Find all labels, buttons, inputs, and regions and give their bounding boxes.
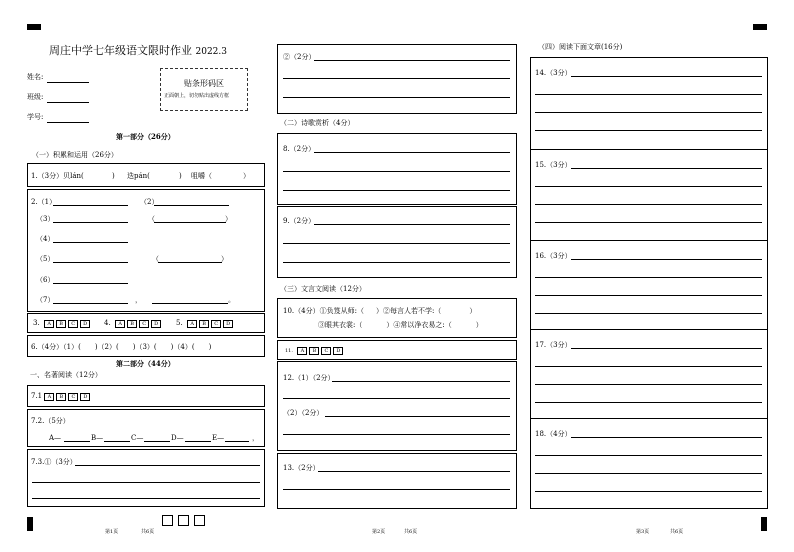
answer-check-box-1[interactable] xyxy=(162,515,173,526)
q2-7-period: 。 xyxy=(228,296,235,304)
q14-box xyxy=(530,57,768,150)
q3-5-box xyxy=(27,313,265,333)
page-total-3: 共6页 xyxy=(670,529,684,535)
barcode-title: 贴条形码区 xyxy=(184,79,224,88)
registration-mark-bottom-left xyxy=(27,517,33,531)
q7-2-b-line[interactable] xyxy=(104,441,130,442)
q16-line-1[interactable] xyxy=(571,259,762,260)
q7-2-d-label: D— xyxy=(171,434,184,442)
q1-a-label: 1.（3分）贝lán( xyxy=(31,172,84,180)
q12-box xyxy=(277,361,517,451)
q2-3-line[interactable] xyxy=(53,222,128,223)
registration-mark-bottom-right xyxy=(761,517,767,531)
q18-line-4[interactable] xyxy=(535,491,762,492)
q2-6-line[interactable] xyxy=(53,283,128,284)
q5-option-a[interactable]: A xyxy=(187,320,197,328)
q12-2-line-1[interactable] xyxy=(325,416,510,417)
q7-2-label: 7.2.（5分） xyxy=(31,417,70,425)
q13-line-2[interactable] xyxy=(283,489,510,490)
q7-3-line-2[interactable] xyxy=(32,482,260,483)
q2-4-line[interactable] xyxy=(53,242,128,243)
q6-box xyxy=(27,335,265,357)
q3-option-d[interactable]: D xyxy=(80,320,90,328)
page-total-2: 共6页 xyxy=(404,529,418,535)
q8-line-3[interactable] xyxy=(283,190,510,191)
q14-label: 14.（3分） xyxy=(535,69,572,77)
part2-heading: 第二部分（44分） xyxy=(116,359,175,368)
q-top-label: ②（2分） xyxy=(283,53,316,61)
q3-option-c[interactable]: C xyxy=(68,320,78,328)
name-label: 姓名: xyxy=(27,73,44,81)
q2-7-comma: ， xyxy=(135,296,142,304)
q8-label: 8.（2分） xyxy=(283,145,316,153)
q18-label: 18.（4分） xyxy=(535,430,572,438)
q11-option-c[interactable]: C xyxy=(321,347,331,355)
q5-option-b[interactable]: B xyxy=(199,320,209,328)
q12-1-line-2[interactable] xyxy=(283,398,510,399)
q7-2-e-line[interactable] xyxy=(225,441,249,442)
q17-line-4[interactable] xyxy=(535,402,762,403)
q7-1-option-a[interactable]: A xyxy=(44,393,54,401)
q7-1-box xyxy=(27,385,265,407)
q7-2-a-label: A— xyxy=(49,434,62,442)
q18-line-3[interactable] xyxy=(535,473,762,474)
page-title: 周庄中学七年级语文限时作业 2022.3 xyxy=(49,44,227,57)
section1-heading: （一）积累和运用（26分） xyxy=(32,151,118,159)
q7-2-d-line[interactable] xyxy=(185,441,211,442)
q9-line-3[interactable] xyxy=(283,262,510,263)
q16-box xyxy=(530,240,768,330)
q2-7-label: （7） xyxy=(36,296,55,304)
q7-2-c-line[interactable] xyxy=(144,441,170,442)
q7-3-line-3[interactable] xyxy=(32,498,260,499)
reading-heading: 一、名著阅读（12分） xyxy=(30,371,102,379)
q7-2-c-label: C— xyxy=(131,434,144,442)
q-top-box xyxy=(277,44,517,114)
q6-text: 6.（4分）（1）( )（2）( )（3）( )（4）( ) xyxy=(31,343,212,351)
page-number-2: 第2页 xyxy=(372,529,386,535)
q11-option-a[interactable]: A xyxy=(297,347,307,355)
q18-line-1[interactable] xyxy=(571,437,762,438)
q11-option-b[interactable]: B xyxy=(309,347,319,355)
q2-5-label: （5） xyxy=(36,255,55,263)
q2-5-line-b[interactable] xyxy=(158,262,222,263)
q8-line-2[interactable] xyxy=(283,171,510,172)
q13-label: 13.（2分） xyxy=(283,464,320,472)
q9-line-1[interactable] xyxy=(314,224,510,225)
q16-line-4[interactable] xyxy=(535,313,762,314)
q15-box xyxy=(530,149,768,241)
barcode-note: 正面朝上，切勿贴出虚线方框 xyxy=(164,93,230,99)
q12-1-label: 12.（1）（2分） xyxy=(283,374,335,382)
q11-option-d[interactable]: D xyxy=(333,347,343,355)
q17-line-3[interactable] xyxy=(535,384,762,385)
q2-3-paren-open: （ xyxy=(148,215,155,223)
q15-line-2[interactable] xyxy=(535,186,762,187)
q9-line-2[interactable] xyxy=(283,243,510,244)
q7-3-box xyxy=(27,449,265,507)
q10-row-2: ③眼其衣裳:（ ）④常以净衣易之:（ ） xyxy=(318,321,483,329)
q7-3-label: 7.3.①（3分） xyxy=(31,458,77,466)
q14-line-4[interactable] xyxy=(535,130,762,131)
q8-box xyxy=(277,133,517,205)
class-field[interactable] xyxy=(47,102,89,103)
barcode-area xyxy=(160,68,248,111)
q2-box xyxy=(27,189,265,312)
q1-box xyxy=(27,163,265,187)
q2-7-line-b[interactable] xyxy=(152,303,228,304)
q2-2-label: （2） xyxy=(140,198,159,206)
q17-line-2[interactable] xyxy=(535,366,762,367)
section2-heading: （二）诗歌赏析（4分） xyxy=(280,119,355,127)
q2-3-paren-close: ） xyxy=(225,215,232,223)
q5-option-d[interactable]: D xyxy=(223,320,233,328)
q17-label: 17.（3分） xyxy=(535,341,572,349)
q17-line-1[interactable] xyxy=(571,348,762,349)
q2-1-label: 2.（1） xyxy=(31,198,57,206)
answer-check-box-2[interactable] xyxy=(178,515,189,526)
q12-2-line-2[interactable] xyxy=(283,434,510,435)
q16-line-2[interactable] xyxy=(535,277,762,278)
q7-2-e-label: E— xyxy=(212,434,225,442)
q11-group: 11. A B C D xyxy=(285,347,345,355)
section3-heading: （三）文言文阅读（12分） xyxy=(280,285,366,293)
registration-mark-top-right xyxy=(753,24,767,30)
registration-mark-top-left xyxy=(27,24,41,30)
q15-line-4[interactable] xyxy=(535,222,762,223)
q7-2-a-line[interactable] xyxy=(64,441,90,442)
q7-1-option-b[interactable]: B xyxy=(56,393,66,401)
q13-box xyxy=(277,453,517,509)
q4-option-a[interactable]: A xyxy=(115,320,125,328)
q3-option-b[interactable]: B xyxy=(56,320,66,328)
q4-option-b[interactable]: B xyxy=(127,320,137,328)
q7-1-group: 7.1 A B C D xyxy=(31,393,92,401)
q4-group: 4. A B C D xyxy=(104,320,163,328)
q2-5-line[interactable] xyxy=(53,262,128,263)
q16-line-3[interactable] xyxy=(535,295,762,296)
q18-line-2[interactable] xyxy=(535,455,762,456)
page-number-1: 第1页 xyxy=(105,529,119,535)
q1-a-close: ) xyxy=(112,172,115,180)
q7-2-box xyxy=(27,409,265,447)
q2-3-line-b[interactable] xyxy=(154,222,226,223)
q15-label: 15.（3分） xyxy=(535,161,572,169)
q5-group: 5. A B C D xyxy=(176,320,235,328)
q1-c-close: ） xyxy=(243,172,250,180)
q17-box xyxy=(530,329,768,419)
q5-option-c[interactable]: C xyxy=(211,320,221,328)
q1-b-close: ) xyxy=(179,172,182,180)
id-field[interactable] xyxy=(47,122,89,123)
q15-line-1[interactable] xyxy=(571,168,762,169)
q-top-line-1[interactable] xyxy=(314,60,510,61)
q2-2-line[interactable] xyxy=(154,205,229,206)
name-field[interactable] xyxy=(47,82,89,83)
q4-option-c[interactable]: C xyxy=(139,320,149,328)
class-label: 班级: xyxy=(27,93,44,101)
q-top-line-2[interactable] xyxy=(283,78,510,79)
q16-label: 16.（3分） xyxy=(535,252,572,260)
page-total-1: 共6页 xyxy=(141,529,155,535)
q10-box xyxy=(277,298,517,338)
part1-heading: 第一部分（26分） xyxy=(116,132,175,141)
q1-b-label: 迭pán( xyxy=(127,172,150,180)
q2-5-paren-open: （ xyxy=(152,255,159,263)
q2-5-paren-close: ） xyxy=(221,255,228,263)
q7-3-line-1[interactable] xyxy=(75,465,260,466)
q7-1-option-c[interactable]: C xyxy=(68,393,78,401)
q10-row-1: 10.（4分）①负笈从师:（ ）②每言人若不学:（ ） xyxy=(283,307,477,315)
q2-3-label: （3） xyxy=(36,215,55,223)
answer-check-box-3[interactable] xyxy=(194,515,205,526)
q7-2-b-label: B— xyxy=(91,434,104,442)
q2-7-line[interactable] xyxy=(53,303,128,304)
page-number-3: 第3页 xyxy=(636,529,650,535)
q2-1-line[interactable] xyxy=(53,205,128,206)
q14-line-1[interactable] xyxy=(571,76,762,77)
section4-heading: （四）阅读下面文章(16分) xyxy=(538,43,623,51)
q9-box xyxy=(277,206,517,278)
q3-group: 3. A B C D xyxy=(33,320,92,328)
q13-line-1[interactable] xyxy=(318,471,510,472)
q11-box xyxy=(277,340,517,360)
q15-line-3[interactable] xyxy=(535,204,762,205)
q4-option-d[interactable]: D xyxy=(151,320,161,328)
q7-1-option-d[interactable]: D xyxy=(80,393,90,401)
q8-line-1[interactable] xyxy=(314,152,510,153)
q14-line-3[interactable] xyxy=(535,112,762,113)
q-top-line-3[interactable] xyxy=(283,97,510,98)
q3-option-a[interactable]: A xyxy=(44,320,54,328)
id-label: 学号: xyxy=(27,113,44,121)
q18-box xyxy=(530,418,768,509)
q12-2-label: （2）（2分） xyxy=(283,409,324,417)
q2-6-label: （6） xyxy=(36,276,55,284)
q12-1-line-1[interactable] xyxy=(332,381,510,382)
q14-line-2[interactable] xyxy=(535,94,762,95)
q9-label: 9.（2分） xyxy=(283,217,316,225)
q2-4-label: （4） xyxy=(36,235,55,243)
q7-2-period: ， xyxy=(252,434,259,442)
q1-c-label: 咀嚼（ xyxy=(191,172,212,180)
